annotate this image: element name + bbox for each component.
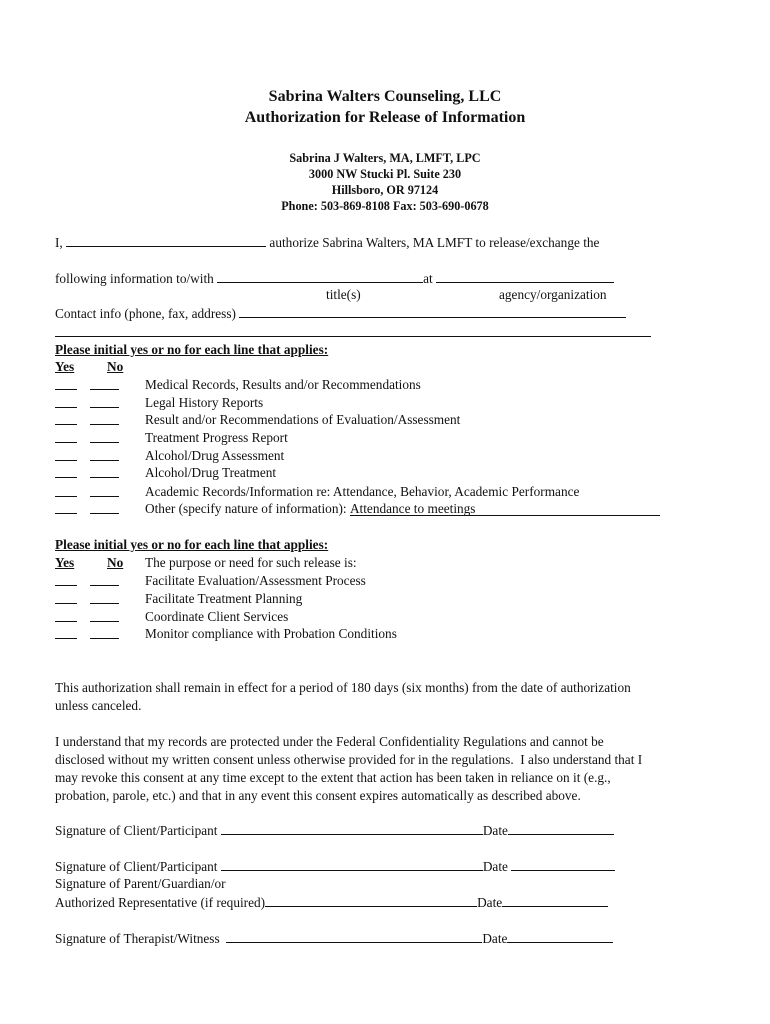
i-label: I, <box>55 235 63 250</box>
yes-initial-field[interactable] <box>55 378 77 390</box>
no-initial-field[interactable] <box>90 396 119 408</box>
client-signature-field[interactable] <box>221 823 483 835</box>
item-label: Result and/or Recommendations of Evaluation/Assessment <box>145 412 461 427</box>
list-item <box>55 627 119 641</box>
yes-initial-field[interactable] <box>55 449 77 461</box>
date-label: Date <box>482 859 508 874</box>
item-label: Other (specify nature of information): <box>145 501 347 516</box>
company-name: Sabrina Walters Counseling, LLC <box>268 88 502 105</box>
yes-initial-field[interactable] <box>55 592 77 604</box>
phone-fax: Phone: 503-869-8108 Fax: 503-690-0678 <box>281 199 489 213</box>
signature-row <box>55 931 613 945</box>
list-item <box>55 449 119 463</box>
date-field[interactable] <box>508 823 614 835</box>
confidentiality-line4: probation, parole, etc.) and that in any event this consent expires automatically as described above. <box>55 788 581 803</box>
therapist-signature-field[interactable] <box>226 931 482 943</box>
date-field[interactable] <box>507 931 613 943</box>
yes-initial-field[interactable] <box>55 502 77 514</box>
no-initial-field[interactable] <box>90 592 119 604</box>
list-item <box>55 592 119 606</box>
section2-instruction: Please initial yes or no for each line that applies: <box>55 537 329 552</box>
duration-paragraph-line2: unless canceled. <box>55 698 142 713</box>
list-item <box>55 378 119 392</box>
yes-initial-field[interactable] <box>55 431 77 443</box>
no-initial-field[interactable] <box>90 627 119 639</box>
item-label: Facilitate Treatment Planning <box>145 591 303 606</box>
no-initial-field[interactable] <box>90 413 119 425</box>
list-item <box>55 574 119 588</box>
item-label: Facilitate Evaluation/Assessment Process <box>145 573 366 588</box>
list-item <box>55 485 119 499</box>
confidentiality-line3: may revoke this consent at any time except to the extent that action has been taken in reliance on it (e.g., <box>55 770 611 785</box>
list-item <box>55 466 119 480</box>
signature-label: Signature of Therapist/Witness <box>55 931 220 946</box>
section2-yes-header: Yes <box>55 555 75 570</box>
following-text: following information to/with <box>55 271 214 286</box>
section1-instruction: Please initial yes or no for each line that applies: <box>55 342 329 357</box>
item-label: Academic Records/Information re: Attendance, Behavior, Academic Performance <box>145 484 580 499</box>
date-label: Date <box>482 823 508 838</box>
contact-info-field-2[interactable] <box>55 336 651 337</box>
list-item <box>55 610 119 624</box>
signature-label: Authorized Representative (if required) <box>55 895 266 910</box>
item-label: Alcohol/Drug Treatment <box>145 465 277 480</box>
item-label: Medical Records, Results and/or Recommendations <box>145 377 421 392</box>
section1-no-header: No <box>107 359 124 374</box>
signature-row <box>55 859 615 873</box>
no-initial-field[interactable] <box>90 574 119 586</box>
signature-row <box>55 895 608 909</box>
authorize-line <box>55 235 599 249</box>
yes-initial-field[interactable] <box>55 485 77 497</box>
list-item <box>55 413 119 427</box>
other-item <box>145 502 660 516</box>
no-initial-field[interactable] <box>90 431 119 443</box>
item-label: Coordinate Client Services <box>145 609 289 624</box>
confidentiality-line1: I understand that my records are protected under the Federal Confidentiality Regulations and cannot be <box>55 734 604 749</box>
at-text: at <box>423 271 433 286</box>
no-initial-field[interactable] <box>90 485 119 497</box>
no-initial-field[interactable] <box>90 378 119 390</box>
section1-yes-header: Yes <box>55 359 75 374</box>
agency-field[interactable] <box>436 271 614 283</box>
address-line-2: Hillsboro, OR 97124 <box>331 183 439 197</box>
authorize-text: authorize Sabrina Walters, MA LMFT to release/exchange the <box>269 235 600 250</box>
signature-label: Signature of Client/Participant <box>55 823 218 838</box>
no-initial-field[interactable] <box>90 610 119 622</box>
agency-caption: agency/organization <box>499 287 607 302</box>
purpose-label: The purpose or need for such release is: <box>145 555 357 570</box>
section2-no-header: No <box>107 555 124 570</box>
client-name-field[interactable] <box>66 235 266 247</box>
signature-row <box>55 823 614 837</box>
yes-initial-field[interactable] <box>55 466 77 478</box>
date-label: Date <box>477 895 503 910</box>
confidentiality-line2: disclosed without my written consent unless otherwise provided for in the regulations. I also understand that I <box>55 752 643 767</box>
item-label: Legal History Reports <box>145 395 264 410</box>
date-label: Date <box>482 931 508 946</box>
other-specify-field[interactable] <box>350 502 660 516</box>
list-item <box>55 431 119 445</box>
signature-label: Signature of Client/Participant <box>55 859 218 874</box>
duration-paragraph-line1: This authorization shall remain in effect for a period of 180 days (six months) from the date of authorization <box>55 680 631 695</box>
client-signature-field-2[interactable] <box>221 859 483 871</box>
no-initial-field[interactable] <box>90 466 119 478</box>
yes-initial-field[interactable] <box>55 396 77 408</box>
other-specify-value: Attendance to meetings <box>349 501 476 516</box>
yes-initial-field[interactable] <box>55 627 77 639</box>
item-label: Monitor compliance with Probation Conditions <box>145 626 397 641</box>
title-caption: title(s) <box>326 287 361 302</box>
yes-initial-field[interactable] <box>55 574 77 586</box>
date-field[interactable] <box>502 895 608 907</box>
guardian-signature-field[interactable] <box>265 895 477 907</box>
list-item <box>55 502 119 516</box>
yes-initial-field[interactable] <box>55 610 77 622</box>
item-label: Alcohol/Drug Assessment <box>145 448 285 463</box>
date-field[interactable] <box>511 859 615 871</box>
document-title: Authorization for Release of Information <box>244 109 526 126</box>
following-line <box>55 271 614 285</box>
no-initial-field[interactable] <box>90 449 119 461</box>
contact-label: Contact info (phone, fax, address) <box>55 306 236 321</box>
recipient-title-field[interactable] <box>217 271 423 283</box>
therapist-credentials: Sabrina J Walters, MA, LMFT, LPC <box>289 151 481 165</box>
yes-initial-field[interactable] <box>55 413 77 425</box>
no-initial-field[interactable] <box>90 502 119 514</box>
address-line-1: 3000 NW Stucki Pl. Suite 230 <box>308 167 462 181</box>
list-item <box>55 396 119 410</box>
contact-info-field[interactable] <box>239 306 626 318</box>
parent-label-line1: Signature of Parent/Guardian/or <box>55 876 226 891</box>
contact-line <box>55 306 626 320</box>
item-label: Treatment Progress Report <box>145 430 288 445</box>
